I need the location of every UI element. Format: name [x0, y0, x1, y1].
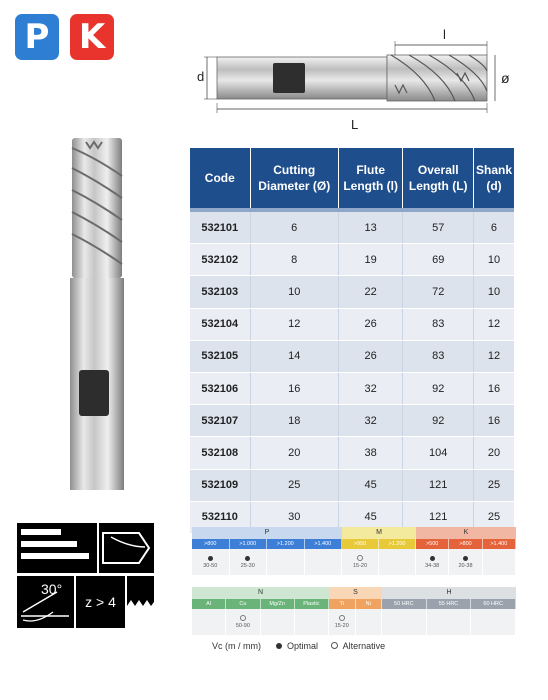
label-l: l	[443, 27, 446, 42]
flat-shape	[273, 63, 305, 93]
cell-shank: 25	[473, 501, 514, 533]
material-vc-value: 15-20	[352, 563, 368, 569]
material-value-cell	[342, 549, 379, 575]
cell-code: 532109	[190, 469, 250, 501]
material-subheader: Mg/Zn	[261, 599, 295, 609]
cell-overall-length: 92	[403, 405, 474, 437]
cell-diameter: 25	[250, 469, 338, 501]
material-subheader: >500	[416, 539, 449, 549]
material-subheader: >950	[342, 539, 379, 549]
material-subheader: >1.200	[379, 539, 416, 549]
label-diameter: ø	[501, 70, 510, 86]
material-group-n: N	[192, 587, 329, 599]
material-vc-value: 15-20	[334, 623, 349, 629]
material-subheader-row	[192, 539, 342, 549]
material-value-cell	[329, 609, 356, 635]
header-flute-length: Flute Length (l)	[338, 148, 403, 208]
feature-icon-flutes	[76, 576, 125, 628]
alternative-ring-icon	[339, 615, 345, 621]
material-subheader-row	[342, 539, 416, 549]
material-value-cell	[379, 549, 416, 575]
table-row	[190, 372, 514, 404]
cell-overall-length: 121	[403, 501, 474, 533]
cell-code: 532104	[190, 308, 250, 340]
material-value-cell	[356, 609, 383, 635]
material-subheader: >1.200	[267, 539, 305, 549]
material-group-k: K	[416, 527, 516, 539]
alternative-ring-icon	[357, 555, 363, 561]
cell-code: 532105	[190, 340, 250, 372]
table-row	[190, 340, 514, 372]
material-subheader: >800	[192, 539, 230, 549]
material-value-cell	[267, 549, 305, 575]
header-overall-length: Overall Length (L)	[403, 148, 474, 208]
cell-shank: 20	[473, 437, 514, 469]
cell-overall-length: 121	[403, 469, 474, 501]
material-subheader: Al	[192, 599, 226, 609]
cell-shank: 12	[473, 308, 514, 340]
table-header-row	[190, 148, 514, 208]
cell-diameter: 12	[250, 308, 338, 340]
material-subheader: >1.400	[483, 539, 516, 549]
cell-shank: 6	[473, 212, 514, 244]
material-value-cell	[416, 549, 449, 575]
material-value-cell	[483, 549, 516, 575]
legend-optimal: Optimal	[287, 641, 319, 651]
cell-code: 532110	[190, 501, 250, 533]
material-value-cell	[427, 609, 472, 635]
logo-k: K	[70, 14, 114, 60]
material-subheader: Cu	[226, 599, 260, 609]
material-vc-value: 34-38	[425, 562, 440, 569]
label-L: L	[351, 117, 359, 132]
material-value-row	[382, 609, 516, 635]
cell-overall-length: 57	[403, 212, 474, 244]
header-cutting-diameter: Cutting Diameter (Ø)	[250, 148, 338, 208]
material-vc-value: 50-90	[235, 623, 250, 629]
material-subheader-row	[192, 599, 329, 609]
cell-shank: 16	[473, 405, 514, 437]
cell-overall-length: 104	[403, 437, 474, 469]
cell-diameter: 18	[250, 405, 338, 437]
material-subheader-row	[416, 539, 516, 549]
cell-flute-length: 13	[338, 212, 403, 244]
optimal-dot-icon	[208, 556, 213, 561]
cutter-icon	[99, 523, 154, 573]
alternative-ring-icon	[331, 642, 338, 649]
optimal-dot-icon	[245, 556, 250, 561]
feature-icon-cutter	[99, 523, 154, 573]
cell-code: 532106	[190, 372, 250, 404]
material-group-h: H	[382, 587, 516, 599]
legend	[212, 641, 385, 651]
material-vc-value: 20-38	[458, 562, 473, 569]
helix-angle-label: 30°	[41, 581, 63, 597]
material-subheader: >1.000	[230, 539, 268, 549]
cell-overall-length: 69	[403, 244, 474, 276]
end-mill-photo	[66, 138, 128, 494]
cell-diameter: 30	[250, 501, 338, 533]
table-row	[190, 405, 514, 437]
cell-flute-length: 32	[338, 405, 403, 437]
cell-flute-length: 22	[338, 276, 403, 308]
material-value-row	[192, 549, 342, 575]
cell-overall-length: 92	[403, 372, 474, 404]
optimal-dot-icon	[430, 556, 435, 561]
material-vc-value: 30-50	[203, 562, 218, 569]
cell-code: 532108	[190, 437, 250, 469]
material-subheader: Ni	[356, 599, 383, 609]
material-subheader: 55 HRC	[427, 599, 472, 609]
material-group-p: P	[192, 527, 342, 539]
cell-diameter: 14	[250, 340, 338, 372]
legend-vc: Vc (m / mm)	[212, 641, 261, 651]
cell-shank: 12	[473, 340, 514, 372]
cell-flute-length: 38	[338, 437, 403, 469]
header-code: Code	[190, 148, 250, 208]
table-row	[190, 308, 514, 340]
cell-code: 532101	[190, 212, 250, 244]
material-subheader: 50 HRC	[382, 599, 427, 609]
material-subheader: Plastic	[295, 599, 329, 609]
material-subheader-row	[329, 599, 382, 609]
material-group-m: M	[342, 527, 416, 539]
table-row	[190, 437, 514, 469]
material-value-cell	[192, 549, 230, 575]
material-vc-value: 25-30	[240, 562, 255, 569]
cell-overall-length: 83	[403, 308, 474, 340]
material-value-cell	[295, 609, 329, 635]
optimal-dot-icon	[463, 556, 468, 561]
material-subheader: 60 HRC	[471, 599, 516, 609]
cell-shank: 10	[473, 276, 514, 308]
logo-p: P	[15, 14, 59, 60]
cell-code: 532103	[190, 276, 250, 308]
cell-overall-length: 72	[403, 276, 474, 308]
material-value-row	[329, 609, 382, 635]
table-row	[190, 212, 514, 244]
label-d: d	[197, 69, 205, 84]
cell-diameter: 20	[250, 437, 338, 469]
cell-overall-length: 83	[403, 340, 474, 372]
table-row	[190, 244, 514, 276]
feature-icon-roughing	[17, 523, 97, 573]
cell-flute-length: 32	[338, 372, 403, 404]
table-row	[190, 276, 514, 308]
cell-flute-length: 26	[338, 340, 403, 372]
cell-diameter: 6	[250, 212, 338, 244]
material-group-s: S	[329, 587, 382, 599]
cell-shank: 25	[473, 469, 514, 501]
material-value-cell	[226, 609, 260, 635]
flute-count-label: z > 4	[85, 594, 116, 610]
cell-flute-length: 45	[338, 501, 403, 533]
alternative-ring-icon	[240, 615, 246, 621]
cell-diameter: 16	[250, 372, 338, 404]
optimal-dot-icon	[276, 643, 282, 649]
material-value-row	[192, 609, 329, 635]
cell-code: 532102	[190, 244, 250, 276]
material-value-cell	[192, 609, 226, 635]
material-subheader: Ti	[329, 599, 356, 609]
spec-table	[190, 148, 514, 534]
cell-diameter: 10	[250, 276, 338, 308]
cell-shank: 16	[473, 372, 514, 404]
material-value-cell	[471, 609, 516, 635]
material-value-cell	[449, 549, 482, 575]
material-subheader: >800	[449, 539, 482, 549]
feature-icon-serrated	[127, 576, 154, 628]
steps-icon	[17, 523, 97, 573]
cell-code: 532107	[190, 405, 250, 437]
table-row	[190, 469, 514, 501]
material-value-cell	[382, 609, 427, 635]
material-value-row	[342, 549, 416, 575]
cell-flute-length: 26	[338, 308, 403, 340]
material-value-cell	[261, 609, 295, 635]
material-subheader: >1.400	[305, 539, 343, 549]
header-shank: Shank (d)	[473, 148, 514, 208]
material-subheader-row	[382, 599, 516, 609]
cell-flute-length: 45	[338, 469, 403, 501]
material-value-cell	[305, 549, 343, 575]
material-value-row	[416, 549, 516, 575]
cell-shank: 10	[473, 244, 514, 276]
material-value-cell	[230, 549, 268, 575]
cell-diameter: 8	[250, 244, 338, 276]
feature-icon-helix	[17, 576, 74, 628]
cell-flute-length: 19	[338, 244, 403, 276]
dimension-diagram	[195, 25, 525, 135]
legend-alternative: Alternative	[342, 641, 386, 651]
